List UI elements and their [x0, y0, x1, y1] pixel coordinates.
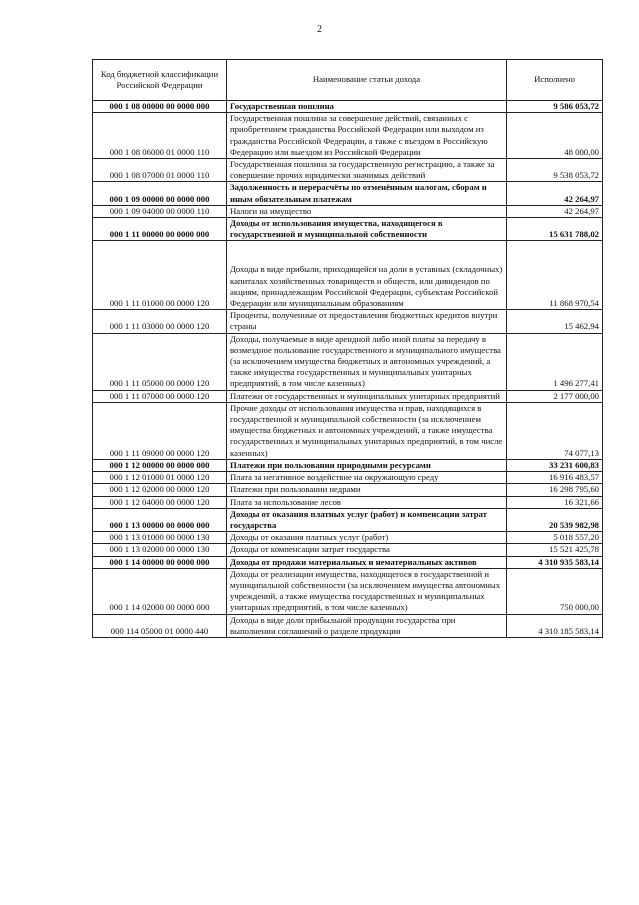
row-name: Доходы от продажи материальных и нематериальных активов: [227, 556, 507, 568]
table-row: [93, 113, 603, 159]
table-row: [93, 459, 603, 471]
table-body: [93, 101, 603, 638]
row-amount: 42 264,97: [507, 205, 603, 217]
row-amount: 750 000,00: [507, 568, 603, 614]
page-number: 2: [317, 24, 322, 35]
row-name: Задолженность и перерасчёты по отменённым налогам, сборам и иным обязательным платежам: [227, 182, 507, 205]
row-code: 000 1 11 01000 00 0000 120: [93, 241, 227, 310]
table-row: [93, 556, 603, 568]
table-row: [93, 205, 603, 217]
row-code: 000 1 09 04000 00 0000 110: [93, 205, 227, 217]
row-code: 000 1 12 01000 01 0000 120: [93, 472, 227, 484]
header-code: Код бюджетной классификации Российской Федерации: [93, 60, 227, 101]
row-amount: 74 077,13: [507, 402, 603, 459]
row-name: Доходы в виде прибыли, приходящейся на доли в уставных (складочных) капиталах хозяйственных товариществ и обществ, или дивидендов по акциям, принадлежащим Российской Федерации, субъектам Российской Федерации или муниципальным образованиям: [227, 241, 507, 310]
table-row: [93, 310, 603, 333]
row-amount: 11 868 970,54: [507, 241, 603, 310]
row-amount: 15 462,94: [507, 310, 603, 333]
row-code: 000 1 08 00000 00 0000 000: [93, 101, 227, 113]
row-amount: 16 321,66: [507, 496, 603, 508]
row-code: 000 1 11 03000 00 0000 120: [93, 310, 227, 333]
row-amount: 33 231 600,83: [507, 459, 603, 471]
row-code: 000 1 11 07000 00 0000 120: [93, 390, 227, 402]
row-name: Доходы, получаемые в виде арендной либо иной платы за передачу в возмездное пользование государственного и муниципального имущества (за исключением имущества бюджетных и автономных учреждений, а также имущества государственных и муниципальных унитарных предприятий, в том числе казенных): [227, 333, 507, 390]
table-row: [93, 101, 603, 113]
row-code: 000 1 14 02000 00 0000 000: [93, 568, 227, 614]
row-amount: 9 586 053,72: [507, 101, 603, 113]
row-amount: 16 916 483,57: [507, 472, 603, 484]
table-row: [93, 544, 603, 556]
row-name: Государственная пошлина за государственную регистрацию, а также за совершение прочих юридически значимых действий: [227, 159, 507, 182]
row-code: 000 1 12 04000 00 0000 120: [93, 496, 227, 508]
revenue-table: [92, 59, 603, 638]
table-row: [93, 472, 603, 484]
row-name: Плата за использование лесов: [227, 496, 507, 508]
table-row: [93, 390, 603, 402]
row-name: Доходы в виде доли прибыльной продукции государства при выполнении соглашений о разделе продукции: [227, 614, 507, 637]
table-row: [93, 333, 603, 390]
row-amount: 4 310 185 583,14: [507, 614, 603, 637]
row-code: 000 1 11 09000 00 0000 120: [93, 402, 227, 459]
row-name: Доходы от оказания платных услуг (работ): [227, 532, 507, 544]
table-row: [93, 241, 603, 310]
table-row: [93, 484, 603, 496]
table-row: [93, 496, 603, 508]
row-amount: 9 538 053,72: [507, 159, 603, 182]
table-row: [93, 182, 603, 205]
row-name: Доходы от использования имущества, находящегося в государственной и муниципальной собственности: [227, 218, 507, 241]
row-name: Доходы от оказания платных услуг (работ) и компенсации затрат государства: [227, 508, 507, 531]
table-row: [93, 402, 603, 459]
row-code: 000 1 14 00000 00 0000 000: [93, 556, 227, 568]
row-code: 000 1 12 00000 00 0000 000: [93, 459, 227, 471]
row-amount: 5 018 557,20: [507, 532, 603, 544]
row-amount: 4 310 935 583,14: [507, 556, 603, 568]
row-name: Доходы от реализации имущества, находящегося в государственной и муниципальной собственности (за исключением имущества автономных учреждений, а также имущества государственных и муниципальных унитарных предприятий, в том числе казенных): [227, 568, 507, 614]
table-row: [93, 568, 603, 614]
table-row: [93, 532, 603, 544]
row-amount: 15 521 425,78: [507, 544, 603, 556]
row-code: 000 1 13 00000 00 0000 000: [93, 508, 227, 531]
row-amount: 1 496 277,41: [507, 333, 603, 390]
table-row: [93, 159, 603, 182]
row-amount: 2 177 000,00: [507, 390, 603, 402]
row-name: Государственная пошлина: [227, 101, 507, 113]
table-header-row: [93, 60, 603, 101]
row-name: Платежи при пользовании недрами: [227, 484, 507, 496]
table-row: [93, 508, 603, 531]
row-name: Проценты, полученные от предоставления бюджетных кредитов внутри страны: [227, 310, 507, 333]
row-code: 000 1 11 00000 00 0000 000: [93, 218, 227, 241]
header-amount: Исполнено: [507, 60, 603, 101]
row-code: 000 1 08 06000 01 0000 110: [93, 113, 227, 159]
row-name: Прочие доходы от использования имущества и прав, находящихся в государственной и муниципальной собственности (за исключением имущества бюджетных и автономных учреждений, а также имущества государственных и муниципальных унитарных предприятий, в том числе казенных): [227, 402, 507, 459]
row-amount: 48 000,00: [507, 113, 603, 159]
row-name: Плата за негативное воздействие на окружающую среду: [227, 472, 507, 484]
row-name: Государственная пошлина за совершение действий, связанных с приобретением гражданства Российской Федерации или выходом из гражданства Российской Федерации, а также с въездом в Российскую Федерацию или выездом из Российской Федерации: [227, 113, 507, 159]
row-amount: 16 298 795,60: [507, 484, 603, 496]
table-row: [93, 614, 603, 637]
row-code: 000 1 13 02000 00 0000 130: [93, 544, 227, 556]
row-name: Доходы от компенсации затрат государства: [227, 544, 507, 556]
row-code: 000 1 11 05000 00 0000 120: [93, 333, 227, 390]
row-amount: 42 264,97: [507, 182, 603, 205]
row-code: 000 1 13 01000 00 0000 130: [93, 532, 227, 544]
row-name: Платежи при пользовании природными ресурсами: [227, 459, 507, 471]
header-name: Наименование статьи дохода: [227, 60, 507, 101]
row-code: 000 1 12 02000 00 0000 120: [93, 484, 227, 496]
row-name: Платежи от государственных и муниципальных унитарных предприятий: [227, 390, 507, 402]
row-code: 000 1 09 00000 00 0000 000: [93, 182, 227, 205]
row-amount: 20 539 982,98: [507, 508, 603, 531]
table-row: [93, 218, 603, 241]
row-amount: 15 631 788,02: [507, 218, 603, 241]
row-name: Налоги на имущество: [227, 205, 507, 217]
row-code: 000 114 05000 01 0000 440: [93, 614, 227, 637]
row-code: 000 1 08 07000 01 0000 110: [93, 159, 227, 182]
